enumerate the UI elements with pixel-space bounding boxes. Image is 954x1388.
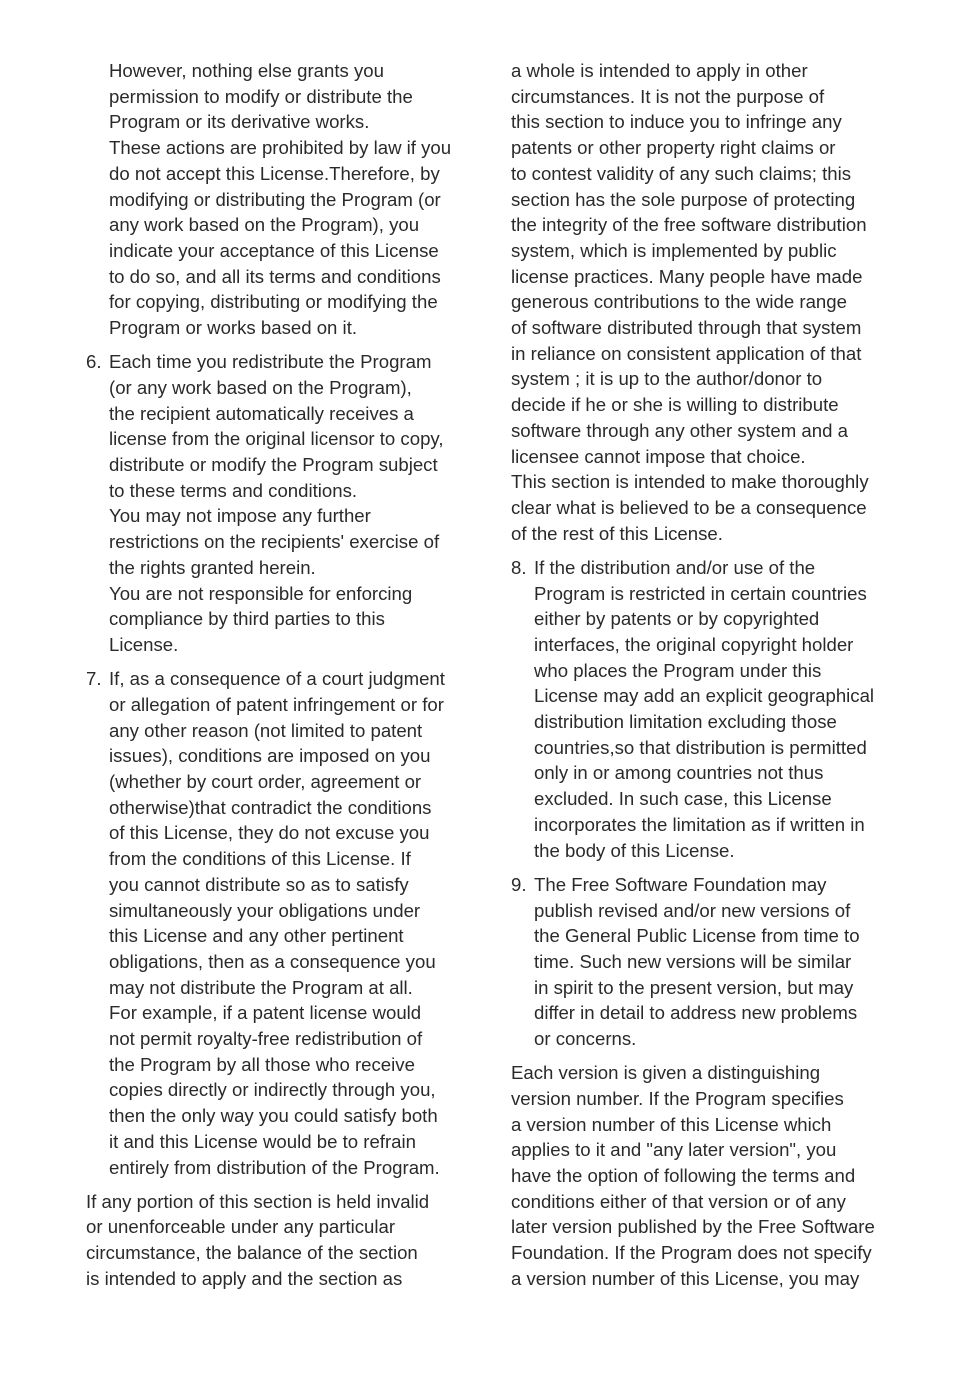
text-line: then the only way you could satisfy both bbox=[109, 1105, 438, 1127]
text-line: the Program by all those who receive bbox=[109, 1053, 415, 1075]
text-line: in reliance on consistent application of that bbox=[511, 342, 862, 364]
list-item-9 bbox=[511, 872, 906, 1052]
text-line: of the rest of this License. bbox=[511, 522, 723, 544]
text-line: of software distributed through that system bbox=[511, 317, 862, 339]
text-line: patents or other property right claims or bbox=[511, 137, 836, 159]
text-line: system ; it is up to the author/donor to bbox=[511, 368, 823, 390]
text-line: license practices. Many people have made bbox=[511, 265, 863, 287]
text-line: modifying or distributing the Program (or bbox=[109, 188, 441, 210]
text-line: conditions either of that version or of any bbox=[511, 1190, 846, 1212]
text-line: Each version is given a distinguishing bbox=[511, 1062, 821, 1084]
text-line: to contest validity of any such claims; this bbox=[511, 162, 851, 184]
text-line: it and this License would be to refrain bbox=[109, 1130, 416, 1152]
list-item-8 bbox=[511, 555, 906, 863]
text-line: clear what is believed to be a consequence bbox=[511, 496, 867, 518]
text-line: incorporates the limitation as if written in bbox=[534, 813, 865, 835]
text-line: the General Public License from time to bbox=[534, 925, 860, 947]
text-line: to do so, and all its terms and conditions bbox=[109, 265, 441, 287]
list-item-number: 9. bbox=[511, 873, 527, 895]
list-item-number: 8. bbox=[511, 556, 527, 578]
text-line: a whole is intended to apply in other bbox=[511, 60, 808, 81]
list-item-7 bbox=[86, 666, 476, 1180]
text-line: Foundation. If the Program does not specify bbox=[511, 1242, 872, 1264]
text-line: license from the original licensor to copy, bbox=[109, 428, 444, 450]
text-line: either by patents or by copyrighted bbox=[534, 608, 820, 630]
text-line: otherwise)that contradict the conditions bbox=[109, 796, 432, 818]
text-line: or unenforceable under any particular bbox=[86, 1216, 396, 1238]
text-line: from the conditions of this License. If bbox=[109, 848, 411, 870]
text-line: of this License, they do not excuse you bbox=[109, 822, 430, 844]
list-item-6 bbox=[86, 349, 476, 657]
text-line: this License and any other pertinent bbox=[109, 925, 404, 947]
text-line: may not distribute the Program at all. bbox=[109, 976, 413, 998]
text-line: system, which is implemented by public bbox=[511, 239, 837, 261]
text-line: publish revised and/or new versions of bbox=[534, 899, 851, 921]
text-line: licensee cannot impose that choice. bbox=[511, 445, 806, 467]
text-line: If the distribution and/or use of the bbox=[534, 556, 816, 578]
text-line: in spirit to the present version, but may bbox=[534, 976, 854, 998]
text-line: the rights granted herein. bbox=[109, 556, 316, 578]
text-line: only in or among countries not thus bbox=[534, 762, 824, 784]
text-line: circumstance, the balance of the section bbox=[86, 1242, 418, 1264]
text-line: or allegation of patent infringement or for bbox=[109, 693, 444, 715]
text-line: is intended to apply and the section as bbox=[86, 1267, 403, 1289]
closing-paragraph bbox=[511, 1060, 906, 1291]
text-line: However, nothing else grants you bbox=[109, 60, 384, 81]
text-line: this section to induce you to infringe any bbox=[511, 111, 842, 133]
text-line: any other reason (not limited to patent bbox=[109, 719, 423, 741]
text-line: indicate your acceptance of this License bbox=[109, 239, 439, 261]
text-line: countries,so that distribution is permitted bbox=[534, 736, 867, 758]
text-line: The Free Software Foundation may bbox=[534, 873, 827, 895]
text-line: This section is intended to make thoroughly bbox=[511, 471, 869, 493]
text-line: who places the Program under this bbox=[534, 659, 822, 681]
text-line: a version number of this License which bbox=[511, 1113, 832, 1135]
text-line: the recipient automatically receives a bbox=[109, 402, 414, 424]
text-line: section has the sole purpose of protecting bbox=[511, 188, 856, 210]
text-line: (whether by court order, agreement or bbox=[109, 770, 422, 792]
text-line: entirely from distribution of the Program. bbox=[109, 1156, 440, 1178]
text-line: or concerns. bbox=[534, 1028, 637, 1050]
text-line: later version published by the Free Software bbox=[511, 1216, 875, 1238]
left-column bbox=[86, 58, 476, 1292]
text-line: obligations, then as a consequence you bbox=[109, 950, 436, 972]
text-line: issues), conditions are imposed on you bbox=[109, 745, 431, 767]
list-item-number: 6. bbox=[86, 351, 102, 373]
text-line: do not accept this License.Therefore, by bbox=[109, 162, 440, 184]
text-line: License may add an explicit geographical bbox=[534, 685, 875, 707]
continuation-paragraph bbox=[511, 58, 906, 546]
text-line: permission to modify or distribute the bbox=[109, 85, 413, 107]
text-line: generous contributions to the wide range bbox=[511, 291, 847, 313]
text-line: software through any other system and a bbox=[511, 419, 848, 441]
text-line: time. Such new versions will be similar bbox=[534, 950, 852, 972]
text-line: for copying, distributing or modifying the bbox=[109, 291, 438, 313]
text-line: to these terms and conditions. bbox=[109, 479, 358, 501]
text-line: the integrity of the free software distribution bbox=[511, 214, 867, 236]
text-line: Program or its derivative works. bbox=[109, 111, 370, 133]
text-line: License. bbox=[109, 633, 179, 655]
text-line: excluded. In such case, this License bbox=[534, 788, 832, 810]
text-line: For example, if a patent license would bbox=[109, 1002, 422, 1024]
text-line: These actions are prohibited by law if you bbox=[109, 137, 452, 159]
text-line: you cannot distribute so as to satisfy bbox=[109, 873, 409, 895]
text-line: version number. If the Program specifies bbox=[511, 1087, 844, 1109]
text-line: the body of this License. bbox=[534, 839, 735, 861]
text-line: not permit royalty-free redistribution of bbox=[109, 1028, 423, 1050]
list-item-number: 7. bbox=[86, 668, 102, 690]
right-column bbox=[511, 58, 906, 1292]
text-line: You may not impose any further bbox=[109, 505, 371, 527]
text-line: Program or works based on it. bbox=[109, 317, 358, 339]
closing-paragraph bbox=[86, 1189, 476, 1292]
text-line: decide if he or she is willing to distribute bbox=[511, 394, 839, 416]
text-line: distribute or modify the Program subject bbox=[109, 454, 438, 476]
text-line: simultaneously your obligations under bbox=[109, 899, 421, 921]
text-line: Program is restricted in certain countries bbox=[534, 582, 867, 604]
continuation-paragraph bbox=[86, 58, 476, 341]
text-line: (or any work based on the Program), bbox=[109, 376, 412, 398]
text-line: copies directly or indirectly through you, bbox=[109, 1079, 436, 1101]
text-line: differ in detail to address new problems bbox=[534, 1002, 858, 1024]
text-line: You are not responsible for enforcing bbox=[109, 582, 413, 604]
text-line: Each time you redistribute the Program bbox=[109, 351, 432, 373]
text-line: circumstances. It is not the purpose of bbox=[511, 85, 825, 107]
text-line: any work based on the Program), you bbox=[109, 214, 420, 236]
text-line: distribution limitation excluding those bbox=[534, 711, 837, 733]
text-line: If any portion of this section is held invalid bbox=[86, 1190, 430, 1212]
text-line: If, as a consequence of a court judgment bbox=[109, 668, 445, 690]
text-line: compliance by third parties to this bbox=[109, 608, 385, 630]
text-line: restrictions on the recipients' exercise of bbox=[109, 531, 440, 553]
text-line: a version number of this License, you may bbox=[511, 1267, 860, 1289]
text-line: interfaces, the original copyright holder bbox=[534, 633, 854, 655]
text-line: have the option of following the terms and bbox=[511, 1165, 856, 1187]
text-line: applies to it and "any later version", you bbox=[511, 1139, 837, 1161]
